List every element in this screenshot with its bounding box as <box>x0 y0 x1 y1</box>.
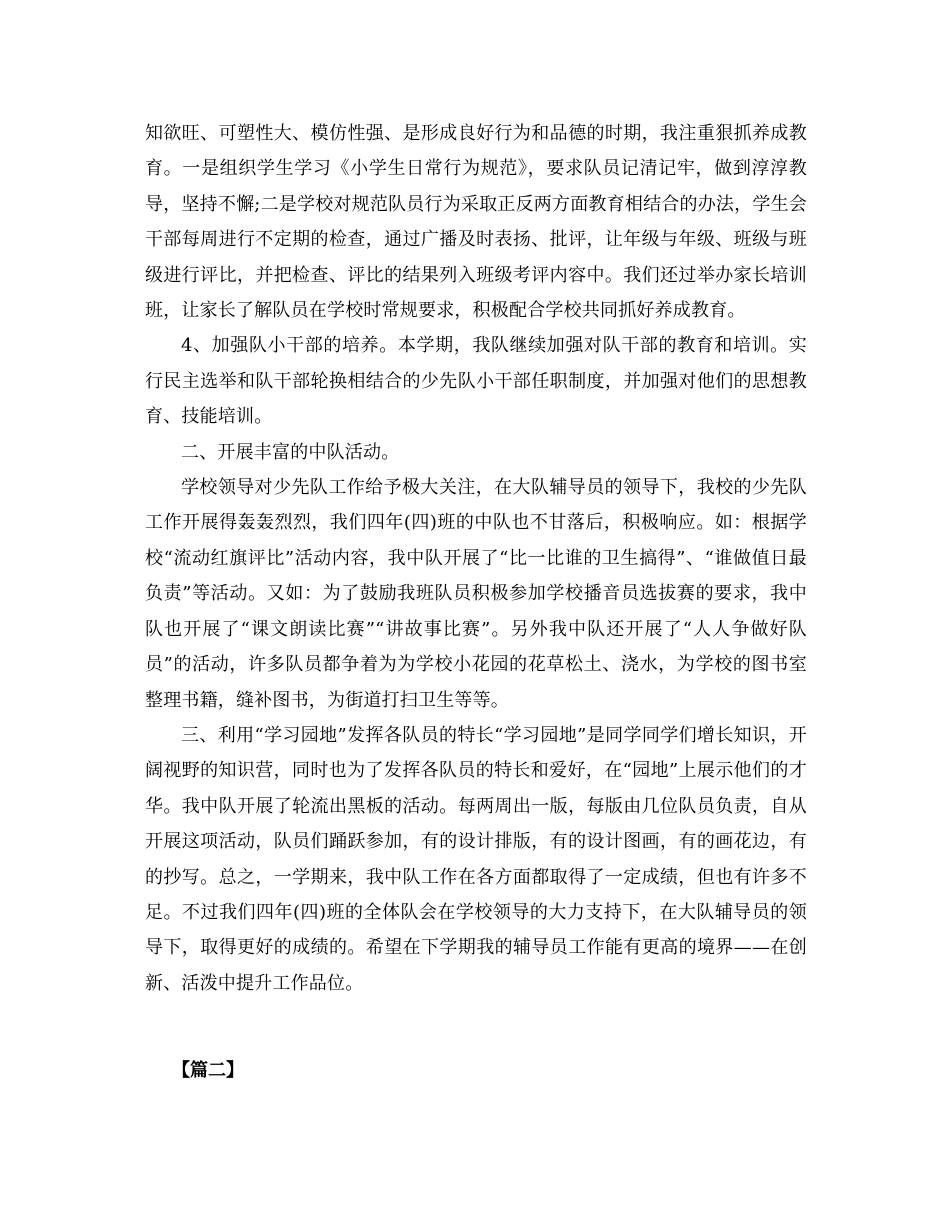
paragraph-2: 4、加强队小干部的培养。本学期，我队继续加强对队干部的教育和培训。实行民主选举和队干部轮换相结合的少先队小干部任职制度，并加强对他们的思想教育、技能培训。 <box>145 335 807 428</box>
section-heading: 【篇二】 <box>172 1060 244 1081</box>
document-body <box>145 116 807 1001</box>
paragraph-3-section-heading: 二、开展丰富的中队活动。 <box>181 441 400 463</box>
paragraph-5: 三、利用“学习园地”发挥各队员的特长“学习园地”是同学同学们增长知识，开阔视野的知识营，同时也为了发挥各队员的特长和爱好，在“园地”上展示他们的才华。我中队开展了轮流出黑板的活动。每两周出一版，每版由几位队员负责，自从开展这项活动，队员们踊跃参加，有的设计排版，有的设计图画，有的画花边，有的抄写。总之，一学期来，我中队工作在各方面都取得了一定成绩，但也有许多不足。不过我们四年(四)班的全体队会在学校领导的大力支持下，在大队辅导员的领导下，取得更好的成绩的。希望在下学期我的辅导员工作能有更高的境界——在创新、活泼中提升工作品位。 <box>145 724 807 994</box>
paragraph-4: 学校领导对少先队工作给予极大关注，在大队辅导员的领导下，我校的少先队工作开展得轰轰烈烈，我们四年(四)班的中队也不甘落后，积极响应。如：根据学校“流动红旗评比”活动内容，我中队开展了“比一比谁的卫生搞得”、“谁做值日最负责”等活动。又如：为了鼓励我班队员积极参加学校播音员选拔赛的要求，我中队也开展了“课文朗读比赛”“讲故事比赛”。另外我中队还开展了“人人争做好队员”的活动，许多队员都争着为为学校小花园的花草松土、浇水，为学校的图书室整理书籍，缝补图书，为街道打扫卫生等等。 <box>145 477 807 711</box>
paragraph-1: 知欲旺、可塑性大、模仿性强、是形成良好行为和品德的时期，我注重狠抓养成教育。一是组织学生学习《小学生日常行为规范》，要求队员记清记牢，做到淳淳教导，坚持不懈;二是学校对规范队员行为采取正反两方面教育相结合的办法，学生会干部每周进行不定期的检查，通过广播及时表扬、批评，让年级与年级、班级与班级进行评比，并把检查、评比的结果列入班级考评内容中。我们还过举办家长培训班，让家长了解队员在学校时常规要求，积极配合学校共同抓好养成教育。 <box>145 123 807 322</box>
